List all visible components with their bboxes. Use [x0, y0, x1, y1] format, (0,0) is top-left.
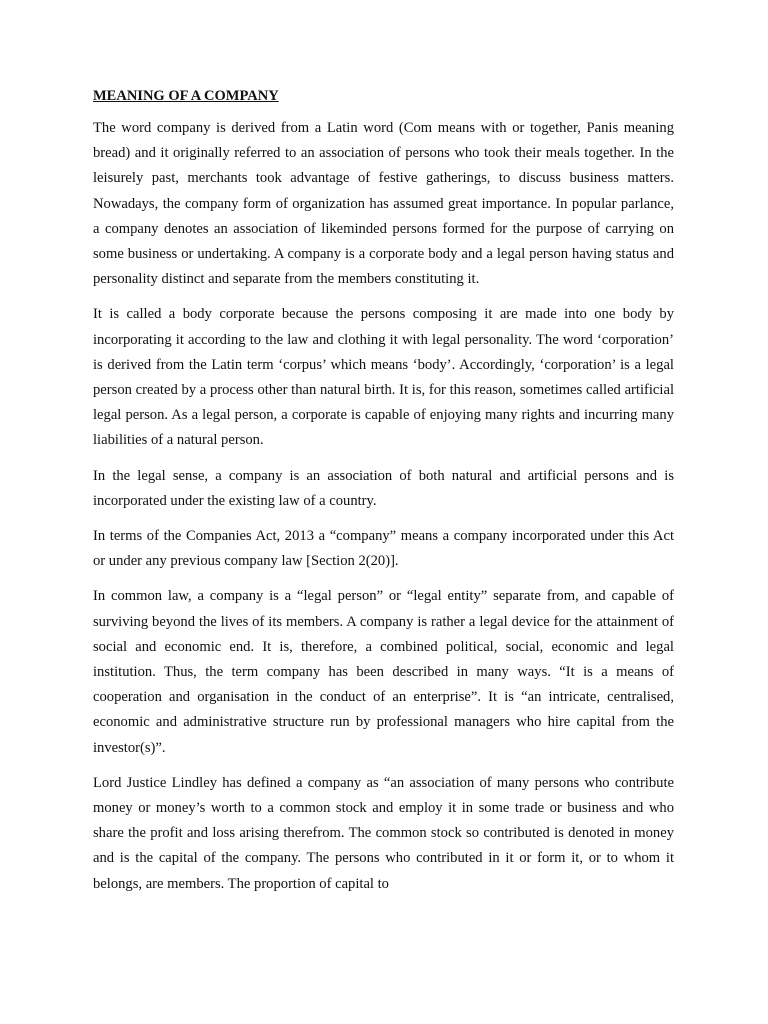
paragraph-6: Lord Justice Lindley has defined a company as “an association of many persons who contribute money or money’s worth to a common stock and employ it in some trade or business and who share the profit and loss arising therefrom. The common stock so contributed is denoted in money and is the capital of the company. The persons who contributed in it or form it, or to whom it belongs, are members. The proportion of capital to — [93, 774, 674, 892]
paragraph-5: In common law, a company is a “legal person” or “legal entity” separate from, and capable of surviving beyond the lives of its members. A company is rather a legal device for the attainment of social and economic end. It is, therefore, a combined political, social, economic and legal institution. Thus, the term company has been described in many ways. “It is a means of cooperation and organisation in the conduct of an enterprise”. It is “an intricate, centralised, economic and administrative structure run by professional managers who hire capital from the investor(s)”. — [93, 588, 674, 756]
paragraph-3: In the legal sense, a company is an association of both natural and artificial persons and is incorporated under the existing law of a country. — [93, 467, 674, 509]
document-heading: MEANING OF A COMPANY — [93, 88, 279, 104]
paragraph-1: The word company is derived from a Latin word (Com means with or together, Panis meaning bread) and it originally referred to an association of persons who took their meals together. In the leisurely past, merchants took advantage of festive gatherings, to discuss business matters. Nowadays, the company form of organization has assumed great importance. In popular parlance, a company denotes an association of likeminded persons formed for the purpose of carrying on some business or undertaking. A company is a corporate body and a legal person having status and personality distinct and separate from the members constituting it. — [93, 120, 674, 288]
paragraph-2: It is called a body corporate because the persons composing it are made into one body by incorporating it according to the law and clothing it with legal personality. The word ‘corporation’ is derived from the Latin term ‘corpus’ which means ‘body’. Accordingly, ‘corporation’ is a legal person created by a process other than natural birth. It is, for this reason, sometimes called artificial legal person. As a legal person, a corporate is capable of enjoying many rights and incurring many liabilities of a natural person. — [93, 306, 674, 449]
document-body — [93, 86, 674, 907]
paragraph-4: In terms of the Companies Act, 2013 a “company” means a company incorporated under this Act or under any previous company law [Section 2(20)]. — [93, 528, 674, 570]
